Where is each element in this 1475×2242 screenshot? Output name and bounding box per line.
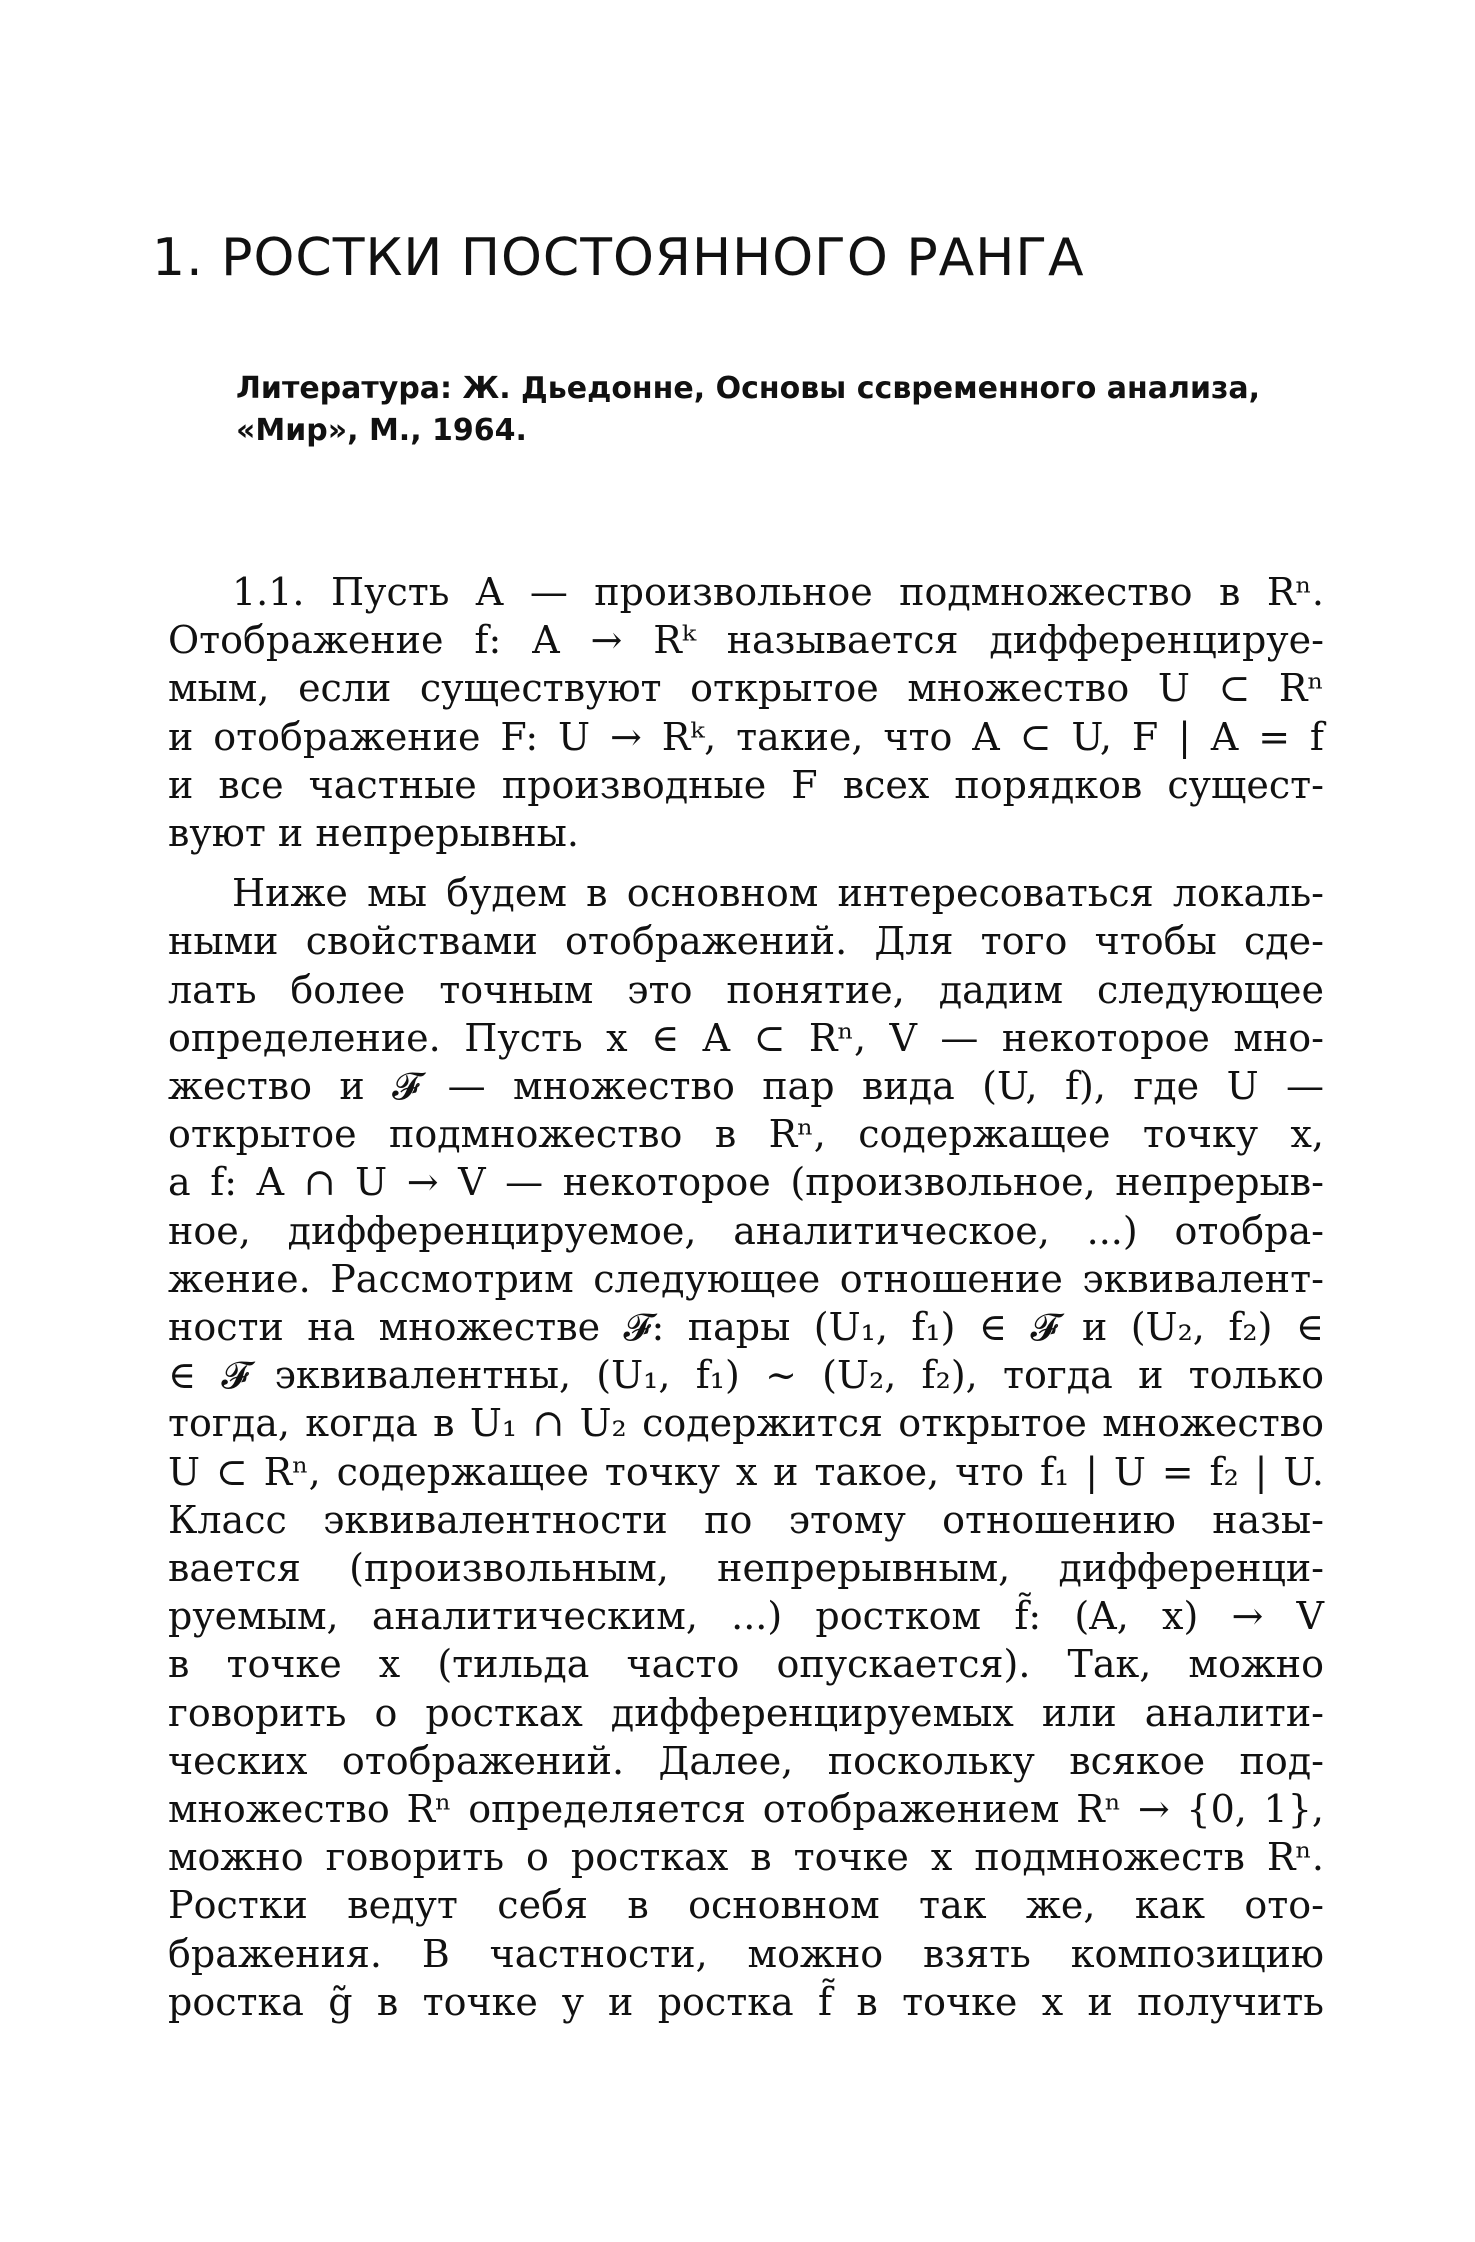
text-line: множество Rⁿ определяется отображением Rⁿ → {0, 1}, xyxy=(168,1787,1324,1832)
text-line: ное, дифференцируемое, аналитическое, ...) отобра- xyxy=(168,1208,1324,1253)
references-line: Литература: Ж. Дьедонне, Основы ссвременного анализа, xyxy=(236,371,1261,406)
text-line: ными свойствами отображений. Для того чтобы сде- xyxy=(168,919,1324,964)
text-line: тогда, когда в U₁ ∩ U₂ содержится открытое множество xyxy=(168,1401,1324,1446)
text-line: ростка g̃ в точке y и ростка f̃ в точке x и получить xyxy=(168,1979,1324,2024)
text-line: а f: A ∩ U → V — некоторое (произвольное, непрерыв- xyxy=(168,1160,1324,1205)
text-line: ности на множестве 𝓕: пары (U₁, f₁) ∈ 𝓕 и (U₂, f₂) ∈ xyxy=(168,1305,1324,1350)
paragraph-gap xyxy=(168,857,1324,869)
references-block xyxy=(236,368,1326,452)
text-line: жение. Рассмотрим следующее отношение эквивалент- xyxy=(168,1256,1324,1301)
text-line: можно говорить о ростках в точке x подмножеств Rⁿ. xyxy=(168,1835,1324,1880)
text-line: и все частные производные F всех порядков сущест- xyxy=(168,762,1324,807)
text-line: Ниже мы будем в основном интересоваться локаль- xyxy=(232,871,1324,916)
text-line: ческих отображений. Далее, поскольку всякое под- xyxy=(168,1738,1324,1783)
text-line: бражения. В частности, можно взять композицию xyxy=(168,1931,1324,1976)
text-line: вуют и непрерывны. xyxy=(168,811,579,856)
text-line: Ростки ведут себя в основном так же, как ото- xyxy=(168,1883,1324,1928)
text-line: определение. Пусть x ∈ A ⊂ Rⁿ, V — некоторое мно- xyxy=(168,1015,1324,1060)
text-line: ∈ 𝓕 эквивалентны, (U₁, f₁) ~ (U₂, f₂), тогда и только xyxy=(168,1353,1324,1398)
text-line: Отображение f: A → Rᵏ называется дифференцируе- xyxy=(168,618,1324,663)
chapter-title: 1. РОСТКИ ПОСТОЯННОГО РАНГА xyxy=(152,228,1085,288)
text-line: 1.1. Пусть A — произвольное подмножество в Rⁿ. xyxy=(232,570,1324,614)
text-line: и отображение F: U → Rᵏ, такие, что A ⊂ U, F | A = f xyxy=(168,714,1324,759)
text-line: открытое подмножество в Rⁿ, содержащее точку x, xyxy=(168,1112,1324,1157)
text-line: в точке x (тильда часто опускается). Так, можно xyxy=(168,1642,1324,1687)
text-line: говорить о ростках дифференцируемых или аналити- xyxy=(168,1690,1324,1735)
text-line: лать более точным это понятие, дадим следующее xyxy=(168,967,1324,1012)
text-line: U ⊂ Rⁿ, содержащее точку x и такое, что f₁ | U = f₂ | U. xyxy=(168,1449,1324,1494)
body-text xyxy=(168,568,1324,2026)
text-line: Класс эквивалентности по этому отношению назы- xyxy=(168,1497,1324,1542)
text-line: руемым, аналитическим, ...) ростком f̃: (A, x) → V xyxy=(168,1594,1324,1639)
paragraph-1-1 xyxy=(168,568,1324,857)
text-line: жество и 𝓕 — множество пар вида (U, f), где U — xyxy=(168,1064,1324,1109)
text-line: мым, если существуют открытое множество U ⊂ Rⁿ xyxy=(168,666,1324,711)
paragraph-germs xyxy=(168,869,1324,2026)
references-line: «Мир», М., 1964. xyxy=(236,413,527,448)
text-line: вается (произвольным, непрерывным, дифференци- xyxy=(168,1546,1324,1591)
